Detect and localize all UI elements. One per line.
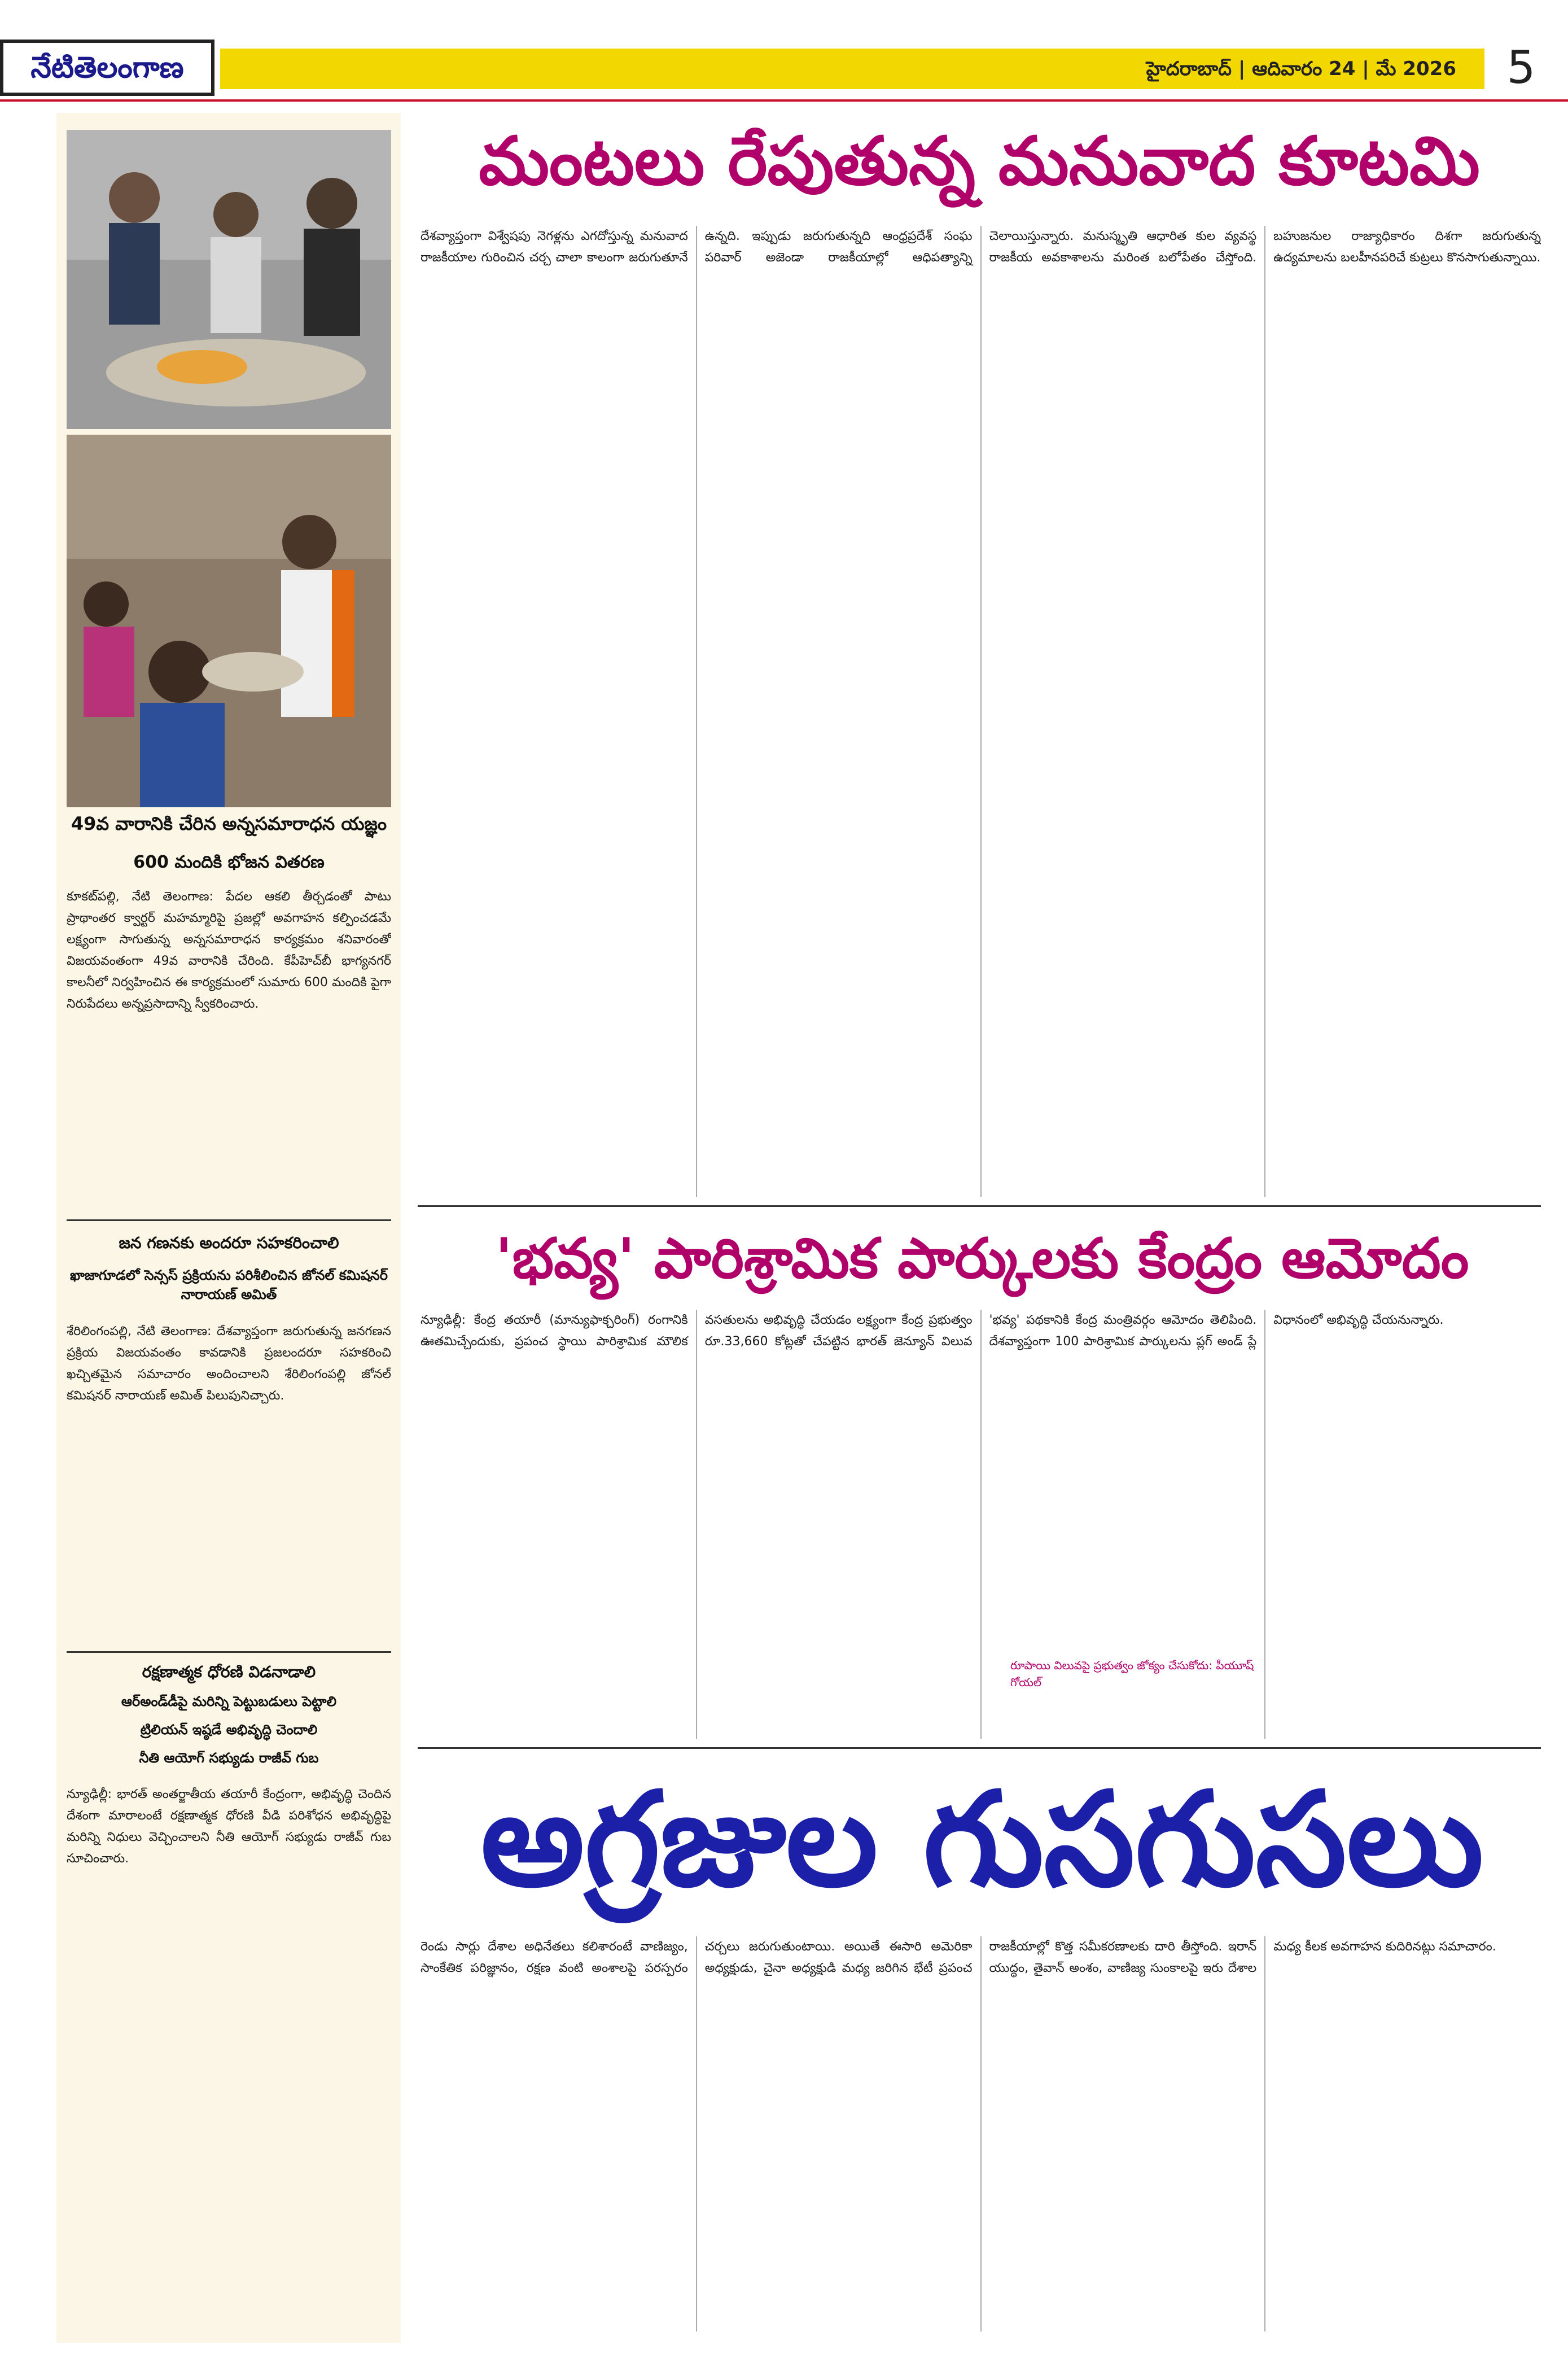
story3-byline: నీతి ఆయోగ్ సభ్యుడు రాజీవ్ గుబ	[139, 1750, 319, 1766]
masthead	[0, 0, 1568, 130]
story3-body: న్యూఢిల్లీ: భారత్ అంతర్జాతీయ తయారీ కేంద్రంగా, అభివృద్ధి చెందిన దేశంగా మారాలంటే రక్షణాత్మక ధోరణి వీడి పరిశోధన అభివృద్ధిపై మరిన్ని నిధులు వెచ్చించాలని నీతి ఆయోగ్ సభ్యుడు రాజీవ్ గుబ సూచించారు.	[67, 1787, 391, 1866]
story2-subhead: ఖాజాగూడలో సెన్సస్ ప్రక్రియను పరిశీలించిన జోనల్ కమిషనర్ నారాయణ్ అమిత్	[69, 1267, 388, 1302]
story-c-body: రెండు సార్లు దేశాల అధినేతలు కలిశారంటే వాణిజ్యం, సాంకేతిక పరిజ్ఞానం, రక్షణ వంటి అంశాలపై పరస్పరం చర్చలు జరుగుతుంటాయి. అయితే ఈసారి అమెరికా అధ్యక్షుడు, చైనా అధ్యక్షుడి మధ్య జరిగిన భేటీ ప్రపంచ రాజకీయాల్లో కొత్త సమీకరణాలకు దారి తీస్తోంది. ఇరాన్ యుద్ధం, తైవాన్ అంశం, వాణిజ్య సుంకాలపై ఇరు దేశాల మధ్య కీలక అవగాహన కుదిరినట్లు సమాచారం.	[421, 1940, 1496, 1975]
story-b-pullquote: రూపాయి విలువపై ప్రభుత్వం జోక్యం చేసుకోదు: పీయూష్ గోయల్	[1010, 1659, 1254, 1689]
story-c-headline: అగ్రజుల గుసగుసలు	[480, 1765, 1484, 1915]
news-photo-2	[67, 435, 391, 807]
story3-subhead: ట్రిలియన్‌ ఇష్ఠడే అభివృద్ధి చెందాలి	[140, 1722, 318, 1738]
masthead-rule	[0, 99, 1568, 102]
story-a-headline: మంటలు రేపుతున్న మనువాద కూటమి	[479, 122, 1480, 200]
story2-body: శేరిలింగంపల్లి, నేటి తెలంగాణ: దేశవ్యాప్తంగా జరుగుతున్న జనగణన ప్రక్రియ విజయవంతం కావడానికి ప్రజలందరూ సహకరించి ఖచ్చితమైన సమాచారం అందించాలని శేరిలింగంపల్లి జోనల్ కమిషనర్ నారాయణ్ అమిత్ పిలుపునిచ్చారు.	[67, 1324, 391, 1403]
dateline: హైదరాబాద్ | ఆదివారం 24 | మే 2026	[1146, 58, 1456, 80]
story3-headline: రక్షణాత్మక ధోరణి విడనాడాలి	[142, 1663, 316, 1681]
story-b-headline: 'భవ్య' పారిశ్రామిక పార్కులకు కేంద్రం ఆమోదం	[495, 1227, 1469, 1291]
photo-placeholder-icon	[67, 435, 391, 807]
news-photo-1	[67, 130, 391, 429]
newspaper-logo	[0, 40, 214, 96]
story3-subhead: ఆర్‌అండ్‌డీపై మరిన్ని పెట్టుబడులు పెట్టాలి	[121, 1694, 337, 1709]
page-number: 5	[1506, 41, 1536, 94]
story1-subhead: 600 మందికి భోజన వితరణ	[133, 852, 325, 872]
story1-body: కూకట్‌పల్లి, నేటి తెలంగాణ: పేదల ఆకలి తీర్చడంతో పాటు ప్రాథాంతర క్వార్టర్ మహమ్మారిపై ప్రజల్లో అవగాహన కల్పించడమే లక్ష్యంగా సాగుతున్న అన్నసమారాధన కార్యక్రమం శనివారంతో విజయవంతంగా 49వ వారానికి చేరింది. కేపీహెచ్‌బీ భాగ్యనగర్ కాలనీలో నిర్వహించిన ఈ కార్యక్రమంలో సుమారు 600 మందికి పైగా నిరుపేదలు అన్నప్రసాదాన్ని స్వీకరించారు.	[67, 890, 391, 1011]
brand-name: నేటితెలంగాణ	[30, 51, 184, 85]
sidebar-divider	[67, 1219, 391, 1221]
section-divider	[418, 1205, 1541, 1207]
sidebar-divider	[67, 1651, 391, 1653]
story-b-body: న్యూఢిల్లీ: కేంద్ర తయారీ (మాన్యుఫాక్చరింగ్) రంగానికి ఊతమిచ్చేందుకు, ప్రపంచ స్థాయి పారిశ్రామిక మౌలిక వసతులను అభివృద్ధి చేయడం లక్ష్యంగా కేంద్ర ప్రభుత్వం రూ.33,660 కోట్లతో చేపట్టిన భారత్ జెన్యూన్ విలువ 'భవ్య' పథకానికి కేంద్ర మంత్రివర్గం ఆమోదం తెలిపింది. దేశవ్యాప్తంగా 100 పారిశ్రామిక పార్కులను ప్లగ్ అండ్ ప్లే విధానంలో అభివృద్ధి చేయనున్నారు.	[421, 1313, 1444, 1349]
story2-headline: జన గణనకు అందరూ సహకరించాలి	[119, 1233, 339, 1252]
section-divider	[418, 1747, 1541, 1749]
photo-placeholder-icon	[67, 130, 391, 429]
story-a-body: దేశవ్యాప్తంగా విశ్వేషపు నెగళ్లను ఎగదోస్తున్న మనువాద రాజకీయాల గురించిన చర్చ చాలా కాలంగా జరుగుతూనే ఉన్నది. ఇప్పుడు జరుగుతున్నది ఆంధ్రప్రదేశ్ సంఘ పరివార్ అజెండా రాజకీయాల్లో ఆధిపత్యాన్ని చెలాయిస్తున్నారు. మనుస్మృతి ఆధారిత కుల వ్యవస్థ రాజకీయ అవకాశాలను మరింత బలోపేతం చేస్తోంది. బహుజనుల రాజ్యాధికారం దిశగా జరుగుతున్న ఉద్యమాలను బలహీనపరిచే కుట్రలు కొనసాగుతున్నాయి.	[421, 229, 1541, 265]
photo-caption: 49వ వారానికి చేరిన అన్నసమారాధన యజ్ఞం	[71, 813, 387, 834]
